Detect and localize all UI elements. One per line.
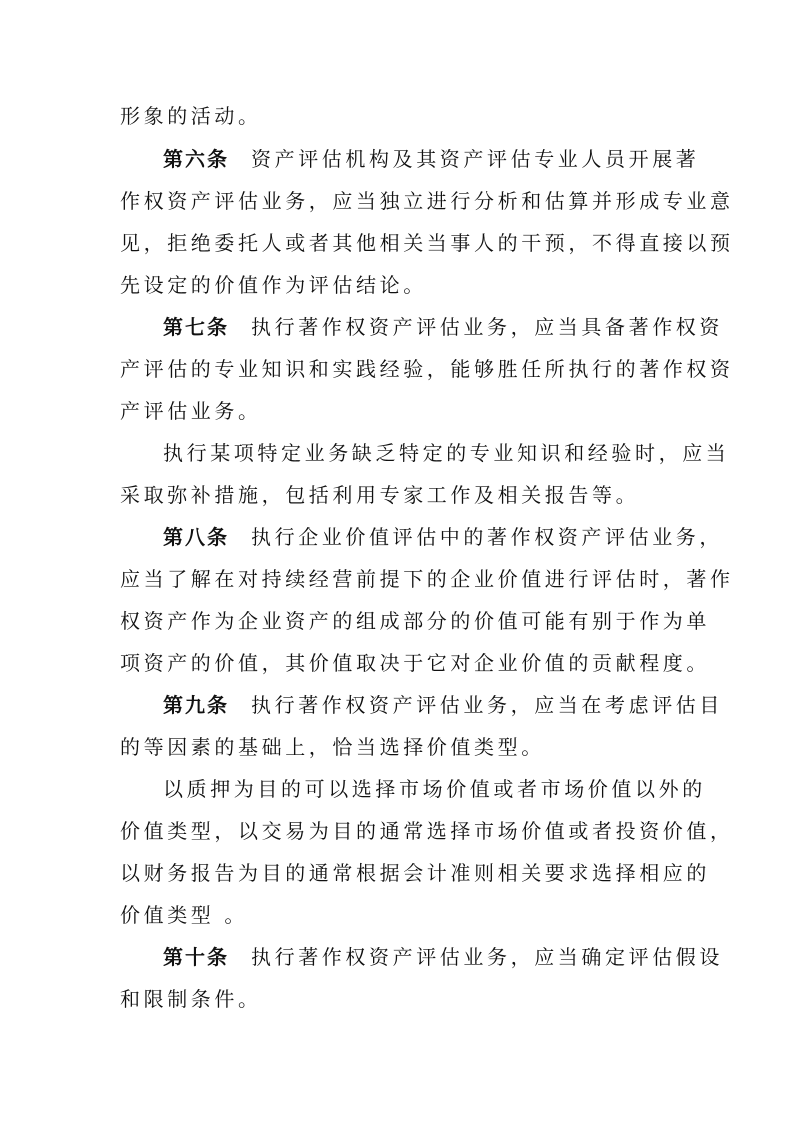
- article-6-line-3: 见，拒绝委托人或者其他相关当事人的干预，不得直接以预: [120, 231, 734, 255]
- article-8-text: 执行企业价值评估中的著作权资产评估业务，: [251, 525, 723, 549]
- article-7-line-1: [163, 312, 723, 342]
- article-7-line-2: 产评估的专业知识和实践经验，能够胜任所执行的著作权资: [120, 357, 734, 381]
- article-7-para-2-line-1: 执行某项特定业务缺乏特定的专业知识和经验时，应当: [163, 441, 730, 465]
- article-7-heading: 第七条: [163, 315, 229, 339]
- article-7-line-3: 产评估业务。: [120, 399, 262, 423]
- article-6-line-1: [163, 144, 723, 174]
- article-7-text: 执行著作权资产评估业务，应当具备著作权资: [251, 315, 723, 339]
- article-9-para-2-line-3: 以财务报告为目的通常根据会计准则相关要求选择相应的: [120, 861, 710, 885]
- article-9-para-2-line-4: 价值类型 。: [120, 903, 248, 927]
- article-6-line-2: 作权资产评估业务，应当独立进行分析和估算并形成专业意: [120, 189, 734, 213]
- article-6-heading: 第六条: [163, 147, 229, 171]
- article-9-line-1: [163, 690, 723, 720]
- article-9-para-2-line-2: 价值类型，以交易为目的通常选择市场价值或者投资价值，: [120, 819, 734, 843]
- article-10-line-2: 和限制条件。: [120, 987, 262, 1011]
- article-9-text: 执行著作权资产评估业务，应当在考虑评估目: [251, 693, 723, 717]
- article-6-text: 资产评估机构及其资产评估专业人员开展著: [251, 147, 700, 171]
- article-10-text: 执行著作权资产评估业务，应当确定评估假设: [251, 945, 723, 969]
- article-8-line-3: 权资产作为企业资产的组成部分的价值可能有别于作为单: [120, 609, 710, 633]
- article-9-heading: 第九条: [163, 693, 229, 717]
- article-10-heading: 第十条: [163, 945, 229, 969]
- article-8-line-2: 应当了解在对持续经营前提下的企业价值进行评估时，著作: [120, 567, 734, 591]
- article-8-line-4: 项资产的价值，其价值取决于它对企业价值的贡献程度。: [120, 651, 710, 675]
- article-7-para-2-line-2: 采取弥补措施，包括利用专家工作及相关报告等。: [120, 483, 640, 507]
- article-8-heading: 第八条: [163, 525, 229, 549]
- article-9-para-2-line-1: 以质押为目的可以选择市场价值或者市场价值以外的: [163, 777, 706, 801]
- article-6-line-4: 先设定的价值作为评估结论。: [120, 273, 427, 297]
- article-8-line-1: [163, 522, 723, 552]
- article-9-line-2: 的等因素的基础上，恰当选择价值类型。: [120, 735, 545, 759]
- prev-article-ending: 形象的活动。: [120, 104, 262, 128]
- article-10-line-1: [163, 942, 723, 972]
